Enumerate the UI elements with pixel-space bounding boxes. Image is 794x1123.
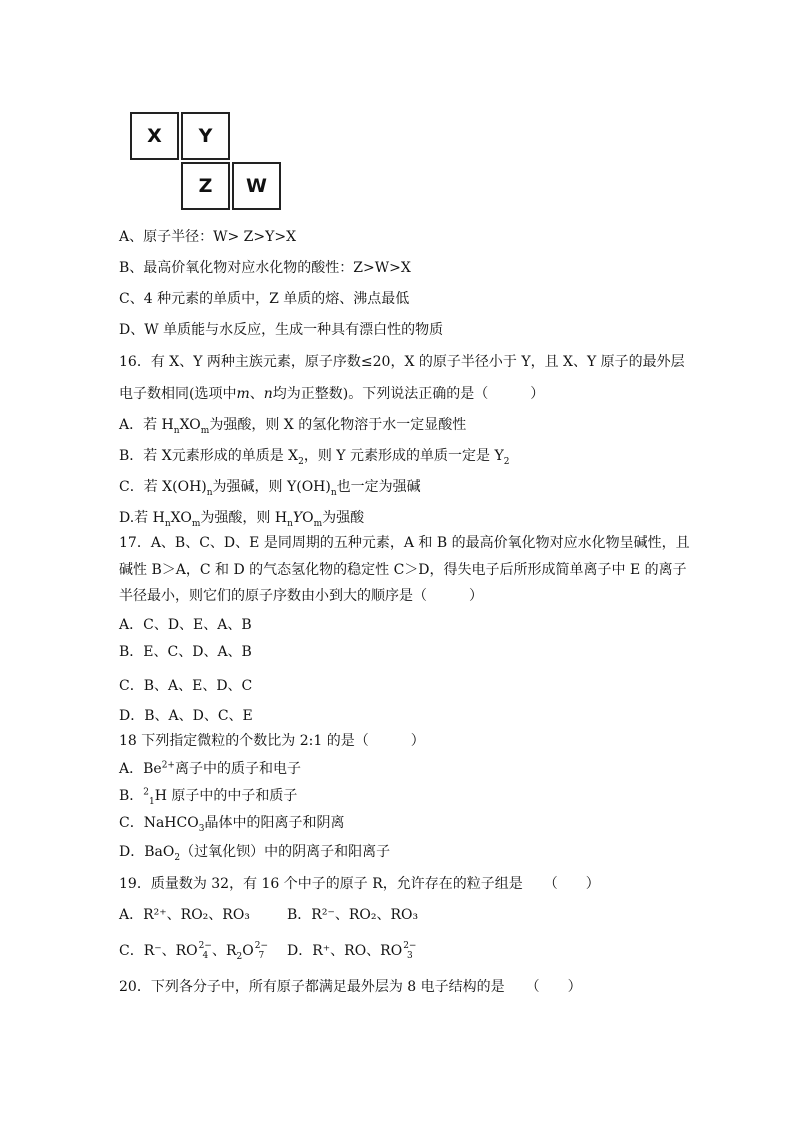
fraction-charge: 2− 7 [254,941,268,961]
q17-option-d: D．B、A、D、C、E [119,708,253,724]
q16-option-d: D.若 $H_nXO_m$为强酸，则 $H_nYO_m$为强酸 [119,510,365,529]
q16-stem-line1: 16．有 X、Y 两种主族元素，原子序数≤20，X 的原子半径小于 Y，且 X、Y 原子的最外层 [119,354,685,370]
q17-option-c: C．B、A、E、D、C [119,678,253,694]
q19-option-d: D．R⁺、RO、RO 2− 3 [287,941,417,961]
q15-option-d: D、W 单质能与水反应，生成一种具有漂白性的物质 [119,322,444,338]
q15-option-a: A、原子半径：W> Z>Y>X [119,229,297,245]
q19-option-b: B．R²⁻、RO₂、RO₃ [287,907,419,923]
q16-option-a: A．若 $H_nXO_m$为强酸，则 X 的氢化物溶于水一定显酸性 [119,417,467,436]
q19-option-c: C．R⁻、RO 2− 4 、$R_2O$ 2− 7 [119,941,268,962]
q19-option-a: A．R²⁺、RO₂、RO₃ [119,907,250,923]
q18-option-c: C．NaHCO$_3$晶体中的阳离子和阴离 [119,815,345,834]
q15-option-b: B、最高价氧化物对应水化物的酸性：Z>W>X [119,260,411,276]
q16-option-b: B．若 X元素形成的单质是 $X_2$，则 Y 元素形成的单质一定是 $Y_2$ [119,448,510,467]
q17-option-a: A．C、D、E、A、B [119,617,252,633]
cell-z: Z [181,162,230,210]
q18-option-a: A．$Be^{2+}$离子中的质子和电子 [119,760,301,777]
q18-option-b: B．$^2_1$H 原子中的中子和质子 [119,787,298,807]
q17-stem-line3: 半径最小，则它们的原子序数由小到大的顺序是（ ） [119,588,483,604]
q17-stem-line2: 碱性 B＞A，C 和 D 的气态氢化物的稳定性 C＞D，得失电子后所形成简单离子中 E 的离子 [119,562,687,578]
fraction-charge: 2− 4 [198,941,212,961]
q16-stem-line2: 电子数相同(选项中m、n均为正整数)。下列说法正确的是（ ） [119,386,545,402]
q18-option-d: D．BaO$_2$（过氧化钡）中的阴离子和阳离子 [119,844,391,863]
q15-option-c: C、4 种元素的单质中，Z 单质的熔、沸点最低 [119,291,410,307]
cell-y: Y [181,112,230,160]
q17-stem-line1: 17．A、B、C、D、E 是同周期的五种元素，A 和 B 的最高价氧化物对应水化物呈碱性，且 [119,535,690,551]
q18-stem: 18 下列指定微粒的个数比为 2:1 的是（ ） [119,733,425,749]
q17-option-b: B．E、C、D、A、B [119,644,252,660]
q20-stem: 20．下列各分子中，所有原子都满足最外层为 8 电子结构的是 （ ） [119,979,582,995]
cell-w: W [232,162,281,210]
q16-option-c: C．若 $X(OH)_n$为强碱，则 $Y(OH)_n$也一定为强碱 [119,479,421,498]
cell-x: X [130,112,179,160]
q19-stem: 19．质量数为 32，有 16 个中子的原子 R，允许存在的粒子组是 （ ） [119,876,600,892]
fraction-charge: 2− 3 [403,941,417,961]
